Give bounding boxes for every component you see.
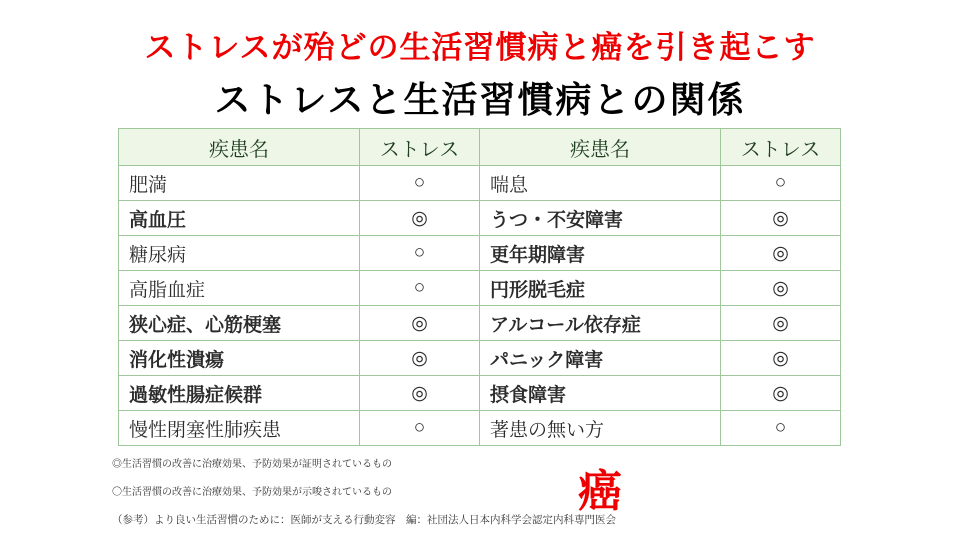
cell-stress-left: ◎: [360, 376, 480, 411]
table-body: [119, 166, 841, 446]
cell-disease-right: 摂食障害: [480, 376, 721, 411]
cell-disease-right: うつ・不安障害: [480, 201, 721, 236]
cell-stress-left: ◎: [360, 341, 480, 376]
table-row: [119, 306, 841, 341]
cancer-label: 癌: [578, 467, 624, 516]
cell-stress-left: ○: [360, 411, 480, 446]
column-header-stress-right: ストレス: [721, 129, 841, 166]
cell-stress-left: ○: [360, 236, 480, 271]
cell-disease-left: 肥満: [119, 166, 360, 201]
cell-stress-right: ◎: [721, 376, 841, 411]
column-header-disease-right: 疾患名: [480, 129, 721, 166]
table-row: [119, 166, 841, 201]
table-header-row: [119, 129, 841, 166]
cell-disease-left: 高血圧: [119, 201, 360, 236]
cell-disease-right: アルコール依存症: [480, 306, 721, 341]
table-row: [119, 411, 841, 446]
cell-stress-right: ○: [721, 411, 841, 446]
cell-disease-right: 円形脱毛症: [480, 271, 721, 306]
cell-stress-right: ◎: [721, 201, 841, 236]
cell-stress-left: ○: [360, 271, 480, 306]
cell-disease-left: 慢性閉塞性肺疾患: [119, 411, 360, 446]
cell-disease-right: 著患の無い方: [480, 411, 721, 446]
cell-stress-left: ◎: [360, 306, 480, 341]
cell-disease-left: 過敏性腸症候群: [119, 376, 360, 411]
cell-disease-left: 消化性潰瘍: [119, 341, 360, 376]
page-headline: ストレスが殆どの生活習慣病と癌を引き起こす: [144, 30, 816, 65]
cell-stress-right: ◎: [721, 306, 841, 341]
cell-stress-right: ○: [721, 166, 841, 201]
cell-disease-left: 狭心症、心筋梗塞: [119, 306, 360, 341]
source-reference: （参考）より良い生活習慣のために：医師が支える行動変容 編：社団法人日本内科学会認定内科専門医会: [112, 515, 616, 526]
column-header-disease-left: 疾患名: [119, 129, 360, 166]
table-row: [119, 236, 841, 271]
cell-stress-right: ◎: [721, 341, 841, 376]
cell-disease-left: 高脂血症: [119, 271, 360, 306]
legend-single-circle: 〇生活習慣の改善に治療効果、予防効果が示唆されているもの: [112, 487, 392, 498]
cell-stress-right: ◎: [721, 236, 841, 271]
table-row: [119, 376, 841, 411]
page-title: ストレスと生活習慣病との関係: [214, 80, 746, 120]
cell-stress-left: ○: [360, 166, 480, 201]
legend-double-circle: ◎生活習慣の改善に治療効果、予防効果が証明されているもの: [112, 459, 392, 470]
column-header-stress-left: ストレス: [360, 129, 480, 166]
table-row: [119, 341, 841, 376]
table-row: [119, 201, 841, 236]
cell-stress-right: ◎: [721, 271, 841, 306]
cell-stress-left: ◎: [360, 201, 480, 236]
cell-disease-right: 更年期障害: [480, 236, 721, 271]
cell-disease-left: 糖尿病: [119, 236, 360, 271]
cell-disease-right: パニック障害: [480, 341, 721, 376]
table-row: [119, 271, 841, 306]
cell-disease-right: 喘息: [480, 166, 721, 201]
stress-disease-table: [118, 128, 841, 446]
